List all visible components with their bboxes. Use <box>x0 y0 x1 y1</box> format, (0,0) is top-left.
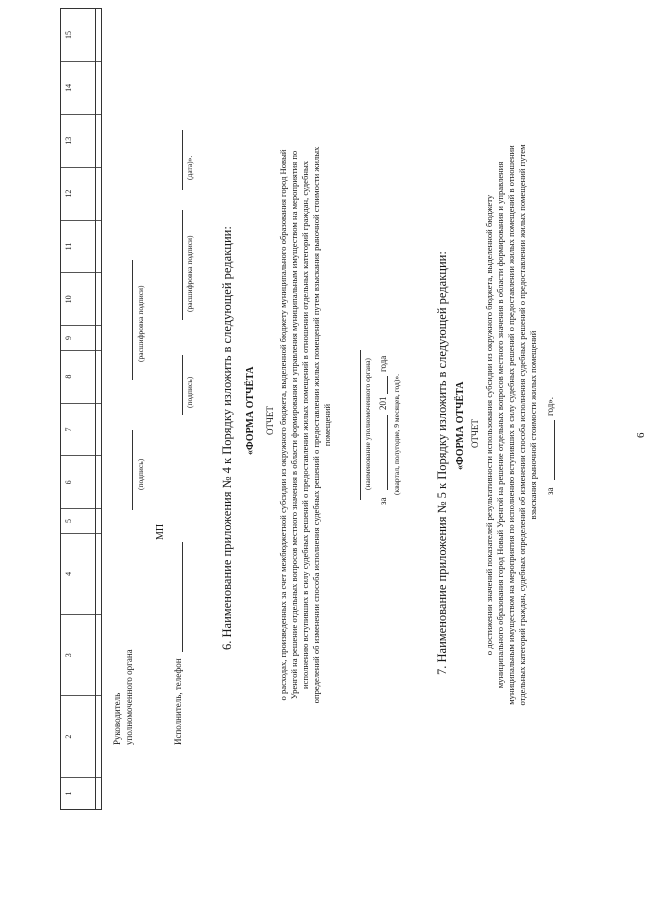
year-prefix: 201 <box>378 396 388 410</box>
table-col-14: 14 <box>61 62 95 115</box>
section-6-text-line: Уренгой на решение отдельных вопросов местного значения в области формирования и управления муниципальным имуществом на мероприятия по <box>289 150 299 700</box>
executor-sign-line <box>182 355 183 415</box>
s7-period-suffix: год». <box>545 396 555 416</box>
head-decode-line <box>132 260 133 380</box>
org-caption: (наименование уполномоченного органа) <box>363 358 372 490</box>
section-6-report-title: ОТЧЕТ <box>265 406 275 435</box>
year-line <box>387 376 388 394</box>
section-6-form-title: «ФОРМА ОТЧЁТА <box>245 366 256 455</box>
section-6-text-line: исполнению вступивших в силу судебных решений о предоставлении жилых помещений в отношении отдельных категорий граждан, судебных <box>300 160 310 690</box>
section-7-text-line: муниципальным имуществом на мероприятия по исполнению вступивших в силу судебных решений о предоставлении жилых помещений в отношении <box>506 145 516 705</box>
table-empty-row <box>96 8 102 810</box>
table-col-7: 7 <box>61 404 95 457</box>
section-6-text <box>278 10 333 840</box>
page-number: 6 <box>635 432 647 438</box>
period-line <box>387 415 388 490</box>
table-col-13: 13 <box>61 115 95 168</box>
head-decode-caption: (расшифровка подписи) <box>136 285 145 362</box>
head-label-line1: Руководитель <box>112 692 122 745</box>
table-col-10: 10 <box>61 273 95 326</box>
year-suffix: года <box>378 355 388 372</box>
table-col-15: 15 <box>61 9 95 62</box>
section-7-heading: 7. Наименование приложения № 5 к Порядку изложить в следующей редакции: <box>435 251 449 675</box>
section-7-text <box>484 10 539 840</box>
s7-period-prefix: за <box>545 487 555 495</box>
table-col-9: 9 <box>61 326 95 350</box>
section-7-text-line: муниципального образования город Новый Уренгой на решение отдельных вопросов местного значения в области формирования и управления <box>495 161 505 689</box>
executor-sign-caption: (подпись) <box>185 376 194 408</box>
head-sign-line <box>132 430 133 510</box>
table-col-11: 11 <box>61 221 95 274</box>
table-col-4: 4 <box>61 534 95 615</box>
executor-decode-caption: (расшифровка подписи) <box>185 235 194 312</box>
section-6-text-line: определений об изменении способа исполнения судебных решений о предоставлении жилых помещений путем взыскания рыночной стоимости жилых <box>311 146 321 704</box>
table-col-5: 5 <box>61 509 95 533</box>
section-7-text-line: отдельных категорий граждан, судебных определений об изменении способа исполнения судебных решений о предоставлении жилых помещений путем <box>517 144 527 706</box>
section-7-form-title: «ФОРМА ОТЧЁТА <box>455 381 466 470</box>
section-6-text-line: помещений <box>322 403 332 447</box>
section-7-report-title: ОТЧЕТ <box>470 419 480 448</box>
table-col-6: 6 <box>61 456 95 509</box>
section-7-text-line: взыскания рыночной стоимости жилых помещений <box>528 330 538 520</box>
table-col-2: 2 <box>61 696 95 777</box>
date-line <box>182 130 183 190</box>
section-6-heading: 6. Наименование приложения № 4 к Порядку изложить в следующей редакции: <box>220 226 234 650</box>
table-col-12: 12 <box>61 168 95 221</box>
executor-decode-line <box>182 210 183 320</box>
date-caption: (дата)». <box>185 155 194 180</box>
table-col-3: 3 <box>61 615 95 696</box>
executor-line <box>182 542 183 652</box>
org-line <box>360 350 361 500</box>
table-header-row <box>60 8 96 810</box>
section-7-text-line: о достижении значений показателей результативности использования субсидии из окружного бюджета, выделенной бюджету <box>484 194 494 656</box>
period-caption: (квартал, полугодие, 9 месяцев, год)». <box>392 374 401 495</box>
head-sign-caption: (подпись) <box>136 458 145 490</box>
table-col-1: 1 <box>64 791 73 796</box>
stamp-label: МП <box>155 523 166 540</box>
s7-period-line <box>554 420 555 480</box>
period-prefix: за <box>378 497 388 505</box>
executor-label: Исполнитель, телефон <box>173 658 183 745</box>
head-label-line2: уполномоченного органа <box>124 649 134 745</box>
table-col-8: 8 <box>61 351 95 404</box>
section-6-text-line: о расходах, произведенных за счет межбюджетной субсидии из окружного бюджета, выделенной бюджету муниципального образования город Новый <box>278 149 288 701</box>
rotated-content <box>60 10 647 840</box>
